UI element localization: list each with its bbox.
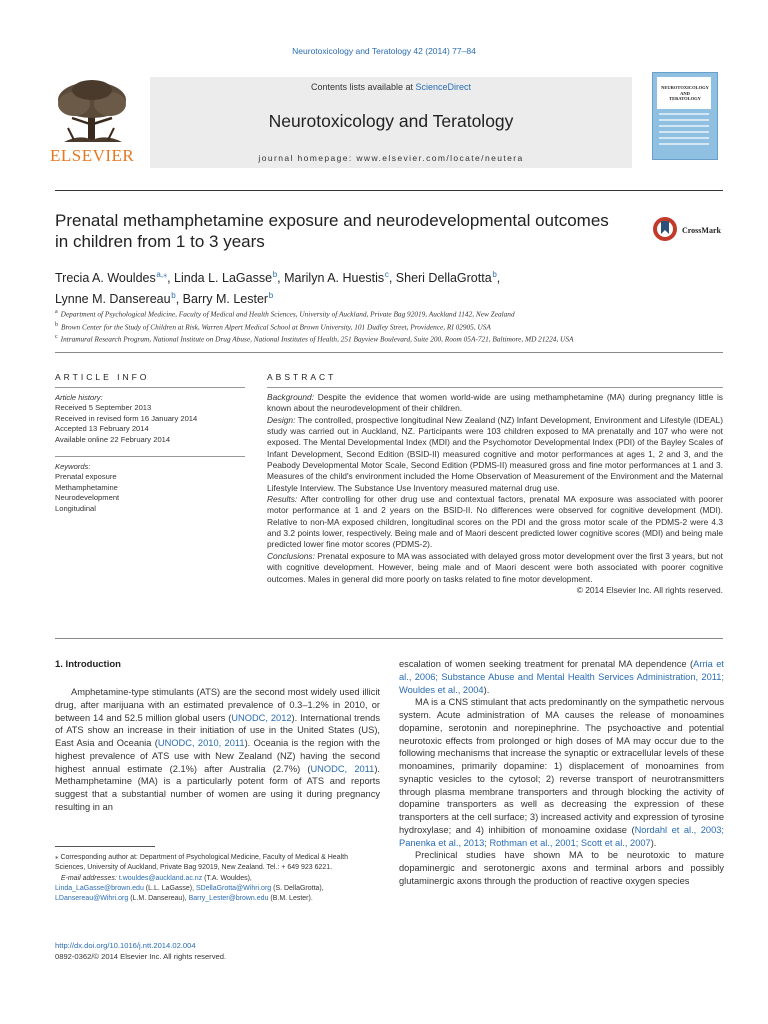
author-affiliation-mark[interactable]: b	[171, 291, 176, 301]
cover-title: NEUROTOXICOLOGY AND TERATOLOGY	[661, 85, 709, 101]
article-info-heading: ARTICLE INFO	[55, 372, 150, 382]
body-column-left	[55, 686, 380, 814]
email-link[interactable]: Barry_Lester@brown.edu	[188, 895, 269, 903]
author-affiliation-mark[interactable]: b	[268, 291, 274, 301]
author-name[interactable]: Marilyn A. Huestis	[284, 271, 385, 286]
citation-link[interactable]: UNODC, 2012	[231, 712, 292, 723]
abstract-rule	[267, 387, 723, 388]
author-name[interactable]: Sheri DellaGrotta	[395, 271, 492, 286]
email-link[interactable]: Linda_LaGasse@brown.edu	[55, 884, 144, 892]
paragraph: MA is a CNS stimulant that acts predominantly on the sympathetic nervous system. Acute administration of MA causes the release of monoamines dopamine, serotonin and norepinephrine. The psychoactive and potential neurotoxic effects from prolonged or high doses of MA may occur due to the following mechanisms that increase the synaptic or extracellular levels of these monoamines, primarily dopamine: 1) displacement of monoamines from synaptic vesicles to the cytosol; 2) reverse transport of neurotransmitters through plasma membrane transporters and through blocking the activity of dopamine transporters as well as decreasing the expression of these transporters at the cell surface; 3) increased activity and expression of tyrosine hydroxylase; and 4) inhibition of monoamine oxidase (Nordahl et al., 2003; Panenka et al., 2013; Rothman et al., 2001; Scott et al., 2007).	[399, 697, 725, 848]
history-item: Received 5 September 2013	[55, 403, 152, 413]
keyword-item: Prenatal exposure	[55, 472, 117, 482]
elsevier-logo[interactable]	[50, 78, 134, 166]
email-link[interactable]: SDellaGrotta@Wihri.org	[195, 884, 272, 892]
article-history: Article history: Received 5 September 2013 Received in revised form 16 January 2014 Accepted 13 February 2014 Available online 22 February 2014	[55, 393, 245, 445]
abstract-bottom-rule	[55, 638, 723, 639]
affiliation-list	[55, 307, 735, 345]
author-list: Trecia A. Wouldes $^{a,⁎}$, Linda L. LaGasse $^b$, Marilyn A. Huestis $^c$, Sheri DellaGrotta $^b$, Lynne M. Dansereau $^b$, Barry M. Lester $^b$	[55, 270, 501, 307]
contents-available-line: Contents lists available at ScienceDirect	[310, 82, 472, 92]
crossmark-icon	[652, 214, 678, 244]
tree-logo-icon	[50, 78, 134, 148]
paragraph: Amphetamine-type stimulants (ATS) are the second most widely used illicit drug, after marijuana with an estimated prevalence of 0.3–1.2% in 2010, or between 14 and 52.5 million global users (UNODC, 2012). International trends of ATS show an increase in their initiation of use in the United States (US), East Asia and Oceania (UNODC, 2010, 2011). Oceania is the region with the highest prevalence of ATS use with New Zealand (NZ) having the second highest annual estimate (2.1%) after Australia (2.7%) (UNODC, 2011). Methamphetamine (MA) is a particularly potent form of ATS and reports suggest that a substantial number of women are using it during pregnancy resulting in an	[55, 687, 381, 812]
doi-block	[55, 940, 455, 962]
crossmark-label: CrossMark	[682, 226, 721, 235]
abstract-copyright: © 2014 Elsevier Inc. All rights reserved.	[576, 584, 723, 595]
cover-decoration	[659, 113, 709, 149]
sciencedirect-link[interactable]: ScienceDirect	[415, 82, 472, 92]
abstract-design: Design: The controlled, prospective longitudinal New Zealand (NZ) Infant Development, Environment and Lifestyle (IDEAL) study was carried out in Auckland, NZ. Participants were 103 children exposed to MA prenatally and 107 who were not exposed. The Mental Developmental Index (MDI) and the Psychomotor Developmental Index (PDI) of the Bayley Scales of Infant Development, Second Edition (BSID-II) measured cognitive and motor performances at ages 1, 2 and 3, and the Peabody Developmental Motor Scale, Second Edition (PDMS-II) measured gross and fine motor performances at 1 and 3. Measures of the child's environment included the Home Observation of Measurement of the Environment and the Maternal Lifestyle Interview. The Substance Use Inventory measured maternal drug use.	[267, 414, 723, 493]
abstract-body	[267, 392, 723, 596]
email-link[interactable]: t.wouldes@auckland.ac.nz	[118, 874, 203, 882]
affiliation-item: $^a$ Department of Psychological Medicine, Faculty of Medical and Health Sciences, University of Auckland, Private Bag 92019, Auckland 1142, New Zealand	[55, 309, 515, 319]
article-title: Prenatal methamphetamine exposure and neurodevelopmental outcomes in children from 1 to 3 years	[55, 211, 609, 251]
issn-copyright: 0892-0362/© 2014 Elsevier Inc. All rights reserved.	[55, 952, 227, 961]
paragraph: Preclinical studies have shown MA to be neurotoxic to mature dopaminergic and serotonergic axons and terminal arbors and possibly glutaminergic axons through the production of reactive oxygen species	[399, 850, 724, 886]
author-affiliation-mark[interactable]: c	[384, 270, 389, 279]
abstract-conclusions: Conclusions: Prenatal exposure to MA was associated with delayed gross motor development over the first 3 years, but not with cognitive development. However, being male and of Maori descent were both associated with poorer cognitive outcomes. Males in general did more poorly on tasks related to fine motor development.	[267, 550, 723, 584]
author-affiliation-mark[interactable]: b	[272, 270, 278, 279]
keyword-item: Longitudinal	[55, 503, 96, 513]
email-link[interactable]: LDansereau@Wihri.org	[55, 895, 129, 903]
keyword-item: Methamphetamine	[55, 482, 118, 492]
doi-link[interactable]: http://dx.doi.org/10.1016/j.ntt.2014.02.004	[55, 941, 196, 950]
citation-link[interactable]: UNODC, 2011	[310, 763, 375, 774]
corresponding-author-note: ⁎ Corresponding author at: Department of Psychological Medicine, Faculty of Medical & Health Sciences, University of Auckland, Private Bag 92019, New Zealand. Tel.: + 649 923 6221.	[55, 854, 348, 872]
keywords-rule	[55, 456, 245, 457]
keywords: Keywords: Prenatal exposure Methamphetamine Neurodevelopment Longitudinal	[55, 462, 245, 514]
author-name[interactable]: Barry M. Lester	[182, 292, 269, 307]
keyword-item: Neurodevelopment	[55, 493, 120, 503]
footnotes	[55, 853, 380, 904]
author-name[interactable]: Lynne M. Dansereau	[55, 292, 171, 307]
journal-title[interactable]: Neurotoxicology and Teratology	[268, 111, 514, 131]
info-rule	[55, 387, 245, 388]
footnote-rule	[55, 846, 155, 847]
affiliation-item: $^c$ Intramural Research Program, National Institute on Drug Abuse, National Institutes of Health, 251 Bayview Boulevard, Suite 200, Room 05A-721, Baltimore, MD 21224, USA	[55, 334, 574, 344]
body-column-right	[399, 658, 724, 888]
citation-link[interactable]: UNODC, 2010, 2011	[157, 738, 245, 748]
history-item: Accepted 13 February 2014	[55, 424, 149, 434]
affiliation-item: $^b$ Brown Center for the Study of Children at Risk, Warren Alpert Medical School at Brown University, 101 Dudley Street, Providence, RI 02905, USA	[55, 321, 491, 332]
email-addresses: E-mail addresses: t.wouldes@auckland.ac.nz (T.A. Wouldes), Linda_LaGasse@brown.edu (L.L. LaGasse), SDellaGrotta@Wihri.org (S. DellaGrotta), LDansereau@Wihri.org (L.M. Dansereau), Barry_Lester@brown.edu (B.M. Lester).	[55, 874, 324, 903]
header-rule	[55, 190, 723, 191]
affiliation-rule	[55, 352, 723, 353]
author-name[interactable]: Trecia A. Wouldes	[55, 271, 156, 286]
author-name[interactable]: Linda L. LaGasse	[174, 271, 273, 286]
journal-homepage[interactable]: journal homepage: www.elsevier.com/locate/neutera	[258, 153, 524, 163]
journal-citation-link[interactable]: Neurotoxicology and Teratology 42 (2014) 77–84	[292, 46, 476, 56]
section-heading-introduction: 1. Introduction	[55, 659, 121, 670]
abstract-results: Results: After controlling for other drug use and contextual factors, prenatal MA exposure was associated with poorer motor performance at 1 and 2 years on the BSID-II. No differences were observed for cognitive development (MDI). Relative to non-MA exposed children, longitudinal scores on the PDI and the gross motor scale of the PDMS-2 were 4.3 and 3.2 points lower, respectively. Being male and of Maori descent predicted lower cognitive scores (MDI) and being male predicted lower fine motor scores (PDMS-2).	[267, 494, 723, 550]
journal-cover-thumbnail[interactable]	[652, 72, 718, 160]
crossmark-button[interactable]	[652, 214, 732, 244]
history-item: Available online 22 February 2014	[55, 434, 171, 444]
citation-link[interactable]: Nordahl et al., 2003; Panenka et al., 2013; Rothman et al., 2001; Scott et al., 2007	[399, 824, 725, 848]
abstract-heading: ABSTRACT	[267, 372, 337, 382]
history-item: Received in revised form 16 January 2014	[55, 413, 198, 423]
journal-masthead	[150, 77, 632, 168]
author-affiliation-mark[interactable]: a,⁎	[156, 270, 168, 279]
author-affiliation-mark[interactable]: b	[492, 270, 497, 279]
abstract-background: Background: Despite the evidence that women world-wide are using methamphetamine (MA) during pregnancy little is known about the neurodevelopment of their children.	[267, 392, 723, 414]
publisher-name: ELSEVIER	[50, 146, 135, 165]
citation-link[interactable]: Arria et al., 2006; Substance Abuse and Mental Health Services Administration, 2011; Wouldes et al., 2004	[399, 659, 724, 695]
paragraph: escalation of women seeking treatment for prenatal MA dependence (Arria et al., 2006; Substance Abuse and Mental Health Services Administration, 2011; Wouldes et al., 2004).	[399, 659, 724, 695]
